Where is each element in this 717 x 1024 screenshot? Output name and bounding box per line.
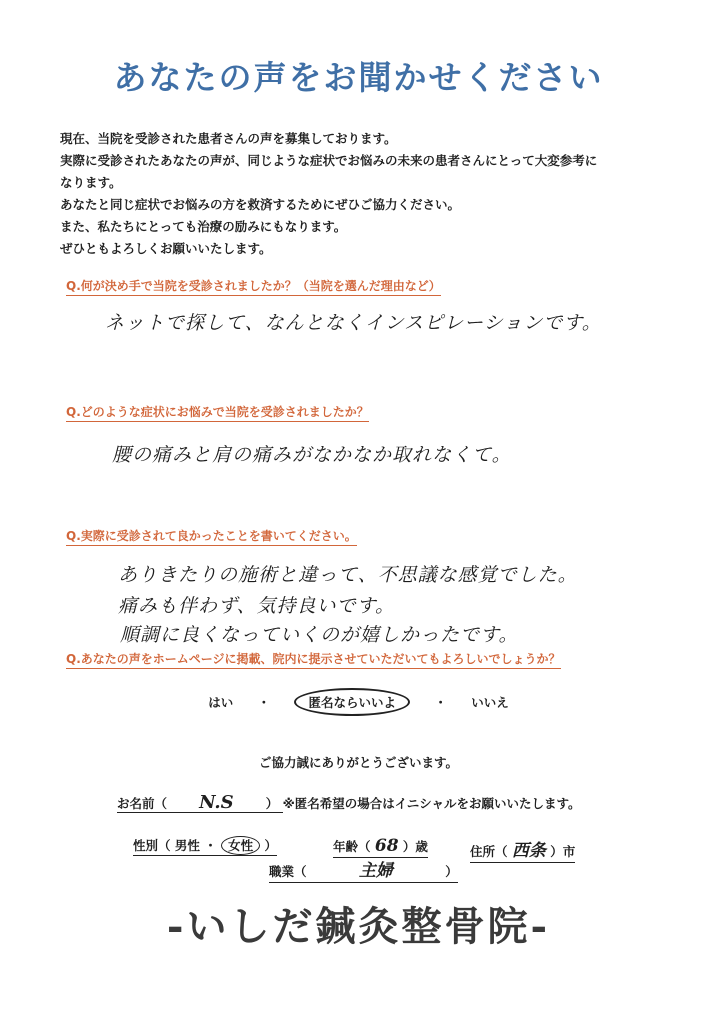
gender-male[interactable]: 男性	[174, 838, 200, 853]
job-value: 主婦	[358, 861, 393, 881]
name-label: お名前（	[117, 796, 168, 811]
age-value: 68	[374, 836, 399, 856]
question-3: Q.実際に受診されて良かったことを書いてください。	[66, 527, 357, 546]
answer-1: ネットで探して、なんとなくインスピレーションです。	[105, 312, 602, 334]
gender-dot: ・	[204, 838, 217, 853]
gender-field[interactable]	[133, 836, 277, 856]
name-value: N.S	[199, 792, 234, 813]
address-close: ）市	[550, 844, 576, 859]
gender-female[interactable]: 女性	[221, 836, 260, 855]
intro-line: なります。	[60, 175, 122, 190]
job-field[interactable]	[269, 856, 458, 883]
intro-line: ぜひともよろしくお願いいたします。	[60, 241, 272, 256]
gender-label: 性別（	[133, 838, 171, 853]
intro-text	[60, 128, 660, 260]
name-field[interactable]	[117, 792, 283, 813]
name-note: ※匿名希望の場合はイニシャルをお願いいたします。	[282, 796, 581, 811]
consent-options	[0, 688, 717, 716]
job-label: 職業（	[269, 864, 307, 879]
clinic-name: -いしだ鍼灸整骨院-	[166, 903, 551, 950]
answer-3-line-1: ありきたりの施術と違って、不思議な感覚でした。	[118, 564, 578, 586]
job-close: ）	[445, 864, 458, 879]
page-title: あなたの声をお聞かせください	[113, 58, 604, 97]
address-label: 住所（	[470, 844, 508, 859]
age-label: 年齢（	[333, 839, 371, 854]
intro-line: 実際に受診されたあなたの声が、同じような症状でお悩みの未来の患者さんにとって大変参考に	[60, 153, 598, 168]
consent-yes[interactable]: はい	[208, 695, 234, 710]
question-4: Q.あなたの声をホームページに掲載、院内に提示させていただいてもよろしいでしょうか？	[66, 650, 561, 669]
name-close: ）	[265, 796, 279, 811]
gender-close: ）	[264, 838, 278, 853]
consent-dot: ・	[257, 695, 271, 710]
question-1: Q.何が決め手で当院を受診されましたか？（当院を選んだ理由など）	[66, 277, 441, 296]
answer-3-line-2: 痛みも伴わず、気持良いです。	[118, 595, 395, 617]
age-close: ）歳	[402, 839, 428, 854]
intro-line: 現在、当院を受診された患者さんの声を募集しております。	[60, 131, 397, 146]
name-row	[117, 792, 581, 813]
address-field[interactable]	[470, 836, 575, 863]
answer-3-line-3: 順調に良くなっていくのが嬉しかったです。	[120, 624, 519, 646]
consent-dot: ・	[434, 695, 447, 710]
intro-line: あなたと同じ症状でお悩みの方を救済するためにぜひご協力ください。	[60, 197, 461, 212]
intro-line: また、私たちにとっても治療の励みにもなります。	[60, 219, 347, 234]
thanks-message: ご協力誠にありがとうございます。	[258, 755, 458, 770]
question-2: Q.どのような症状にお悩みで当院を受診されましたか？	[66, 403, 369, 422]
address-value: 西条	[511, 841, 546, 861]
consent-anonymous[interactable]: 匿名ならいいよ	[294, 688, 410, 716]
consent-no[interactable]: いいえ	[471, 695, 509, 710]
answer-2: 腰の痛みと肩の痛みがなかなか取れなくて。	[112, 444, 512, 466]
age-field[interactable]	[333, 836, 428, 858]
